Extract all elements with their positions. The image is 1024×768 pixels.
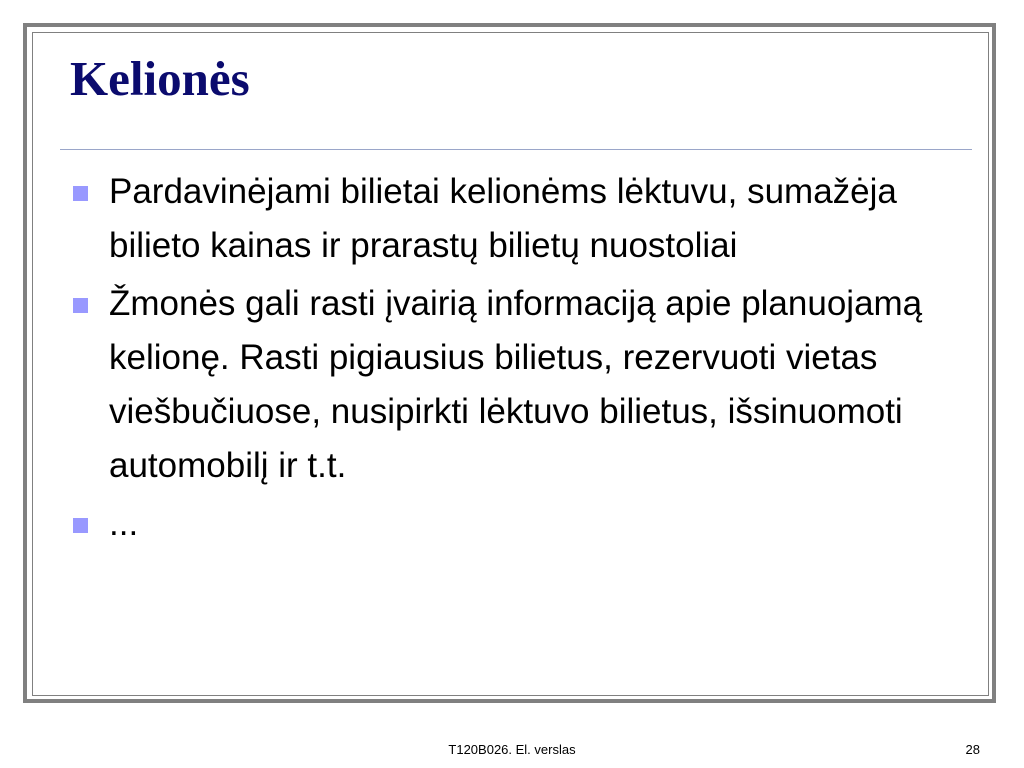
square-bullet-icon xyxy=(73,186,88,201)
bullet-item-2 xyxy=(70,277,950,493)
slide-title: Kelionės xyxy=(70,51,250,106)
footer-course-label: T120B026. El. verslas xyxy=(448,742,576,757)
bullet-item-3 xyxy=(70,497,950,551)
square-bullet-icon xyxy=(73,298,88,313)
bullet-item-1 xyxy=(70,165,950,273)
bullet-text-1: Pardavinėjami bilietai kelionėms lėktuvu, sumažėja bilieto kainas ir prarastų bilietų nuostoliai xyxy=(109,172,897,265)
bullet-text-3: ... xyxy=(109,504,139,543)
title-divider xyxy=(60,149,972,150)
page-number: 28 xyxy=(965,742,980,757)
bullet-list xyxy=(70,165,950,555)
bullet-text-2: Žmonės gali rasti įvairią informaciją apie planuojamą kelionę. Rasti pigiausius bilietus, rezervuoti vietas viešbučiuose, nusipirkti lėktuvo bilietus, išsinuomoti automobilį ir t.t. xyxy=(109,284,923,485)
square-bullet-icon xyxy=(73,518,88,533)
